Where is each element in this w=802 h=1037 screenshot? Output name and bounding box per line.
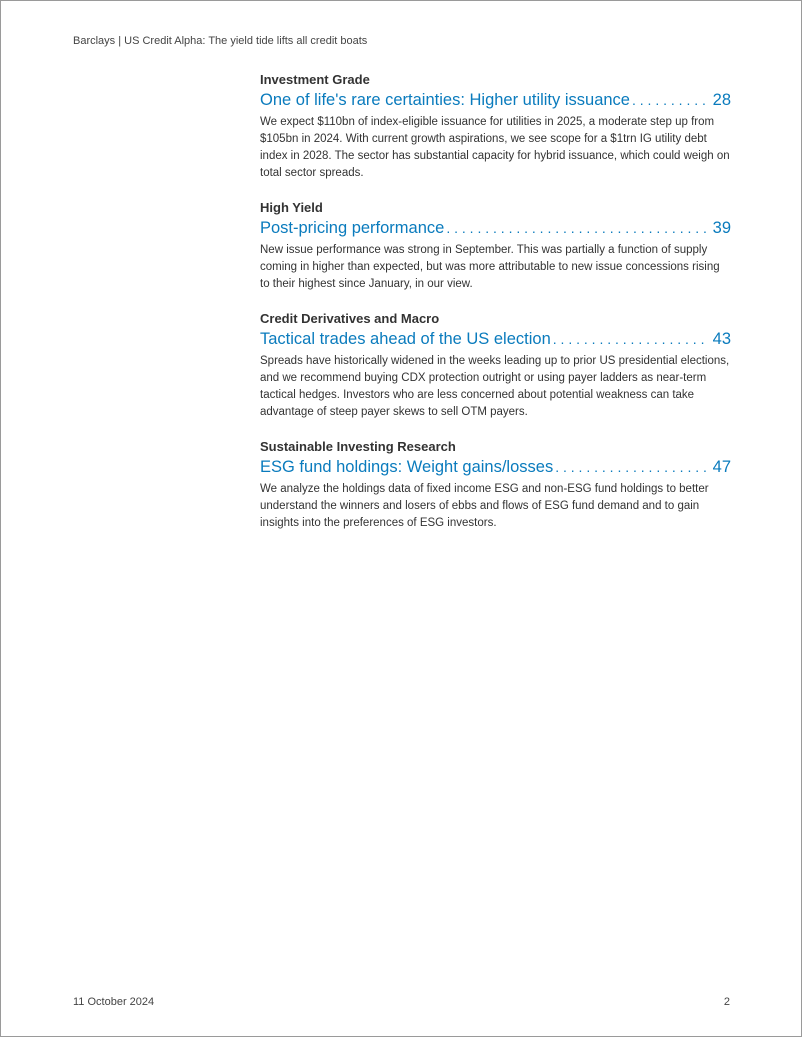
dot-leader bbox=[446, 217, 708, 240]
section-summary: New issue performance was strong in September. This was partially a function of supply coming in higher than expected, but was more attributable to new issue concessions rising to their highest since January, in our view. bbox=[260, 244, 720, 290]
dot-leader bbox=[632, 89, 709, 112]
dot-leader bbox=[553, 328, 709, 351]
footer-page-number: 2 bbox=[723, 996, 730, 1008]
toc-page-number: 28 bbox=[712, 91, 731, 109]
section-category: Investment Grade bbox=[260, 72, 370, 87]
section-category: Credit Derivatives and Macro bbox=[260, 311, 440, 326]
section-summary: Spreads have historically widened in the weeks leading up to prior US presidential elections, and we recommend buying CDX protection outright or using payer ladders as near-term tactical hedges. Investors who are less concerned about potential weakness can take advantage of steep payer skews to sell OTM payers. bbox=[260, 355, 730, 418]
table-of-contents bbox=[260, 71, 731, 549]
toc-link-title: Post-pricing performance bbox=[260, 219, 445, 237]
footer-date: 11 October 2024 bbox=[73, 996, 155, 1008]
toc-section-investment-grade bbox=[260, 71, 731, 182]
running-header: Barclays | US Credit Alpha: The yield tide lifts all credit boats bbox=[73, 35, 368, 47]
toc-link-title: Tactical trades ahead of the US election bbox=[260, 330, 551, 348]
toc-link-us-election[interactable] bbox=[260, 328, 731, 351]
toc-link-title: ESG fund holdings: Weight gains/losses bbox=[260, 458, 554, 476]
toc-page-number: 43 bbox=[712, 330, 731, 348]
toc-page-number: 39 bbox=[712, 219, 731, 237]
section-summary: We analyze the holdings data of fixed income ESG and non-ESG fund holdings to better understand the winners and losers of ebbs and flows of ESG fund demand and to gain insights into the preferences of ESG investors. bbox=[260, 483, 709, 529]
section-summary: We expect $110bn of index-eligible issuance for utilities in 2025, a moderate step up from $105bn in 2024. With current growth aspirations, we see scope for a $1trn IG utility debt index in 2028. The sector has substantial capacity for hybrid issuance, which could weigh on total sector spreads. bbox=[260, 116, 730, 179]
toc-section-credit-derivatives bbox=[260, 310, 731, 421]
toc-link-esg-fund-holdings[interactable] bbox=[260, 456, 731, 479]
toc-section-sustainable-investing bbox=[260, 438, 731, 532]
toc-link-title: One of life's rare certainties: Higher utility issuance bbox=[260, 91, 630, 109]
toc-link-utility-issuance[interactable] bbox=[260, 89, 731, 112]
section-category: High Yield bbox=[260, 200, 323, 215]
toc-page-number: 47 bbox=[712, 458, 731, 476]
toc-link-post-pricing[interactable] bbox=[260, 217, 731, 240]
dot-leader bbox=[555, 456, 708, 479]
section-category: Sustainable Investing Research bbox=[260, 439, 456, 454]
toc-section-high-yield bbox=[260, 199, 731, 293]
